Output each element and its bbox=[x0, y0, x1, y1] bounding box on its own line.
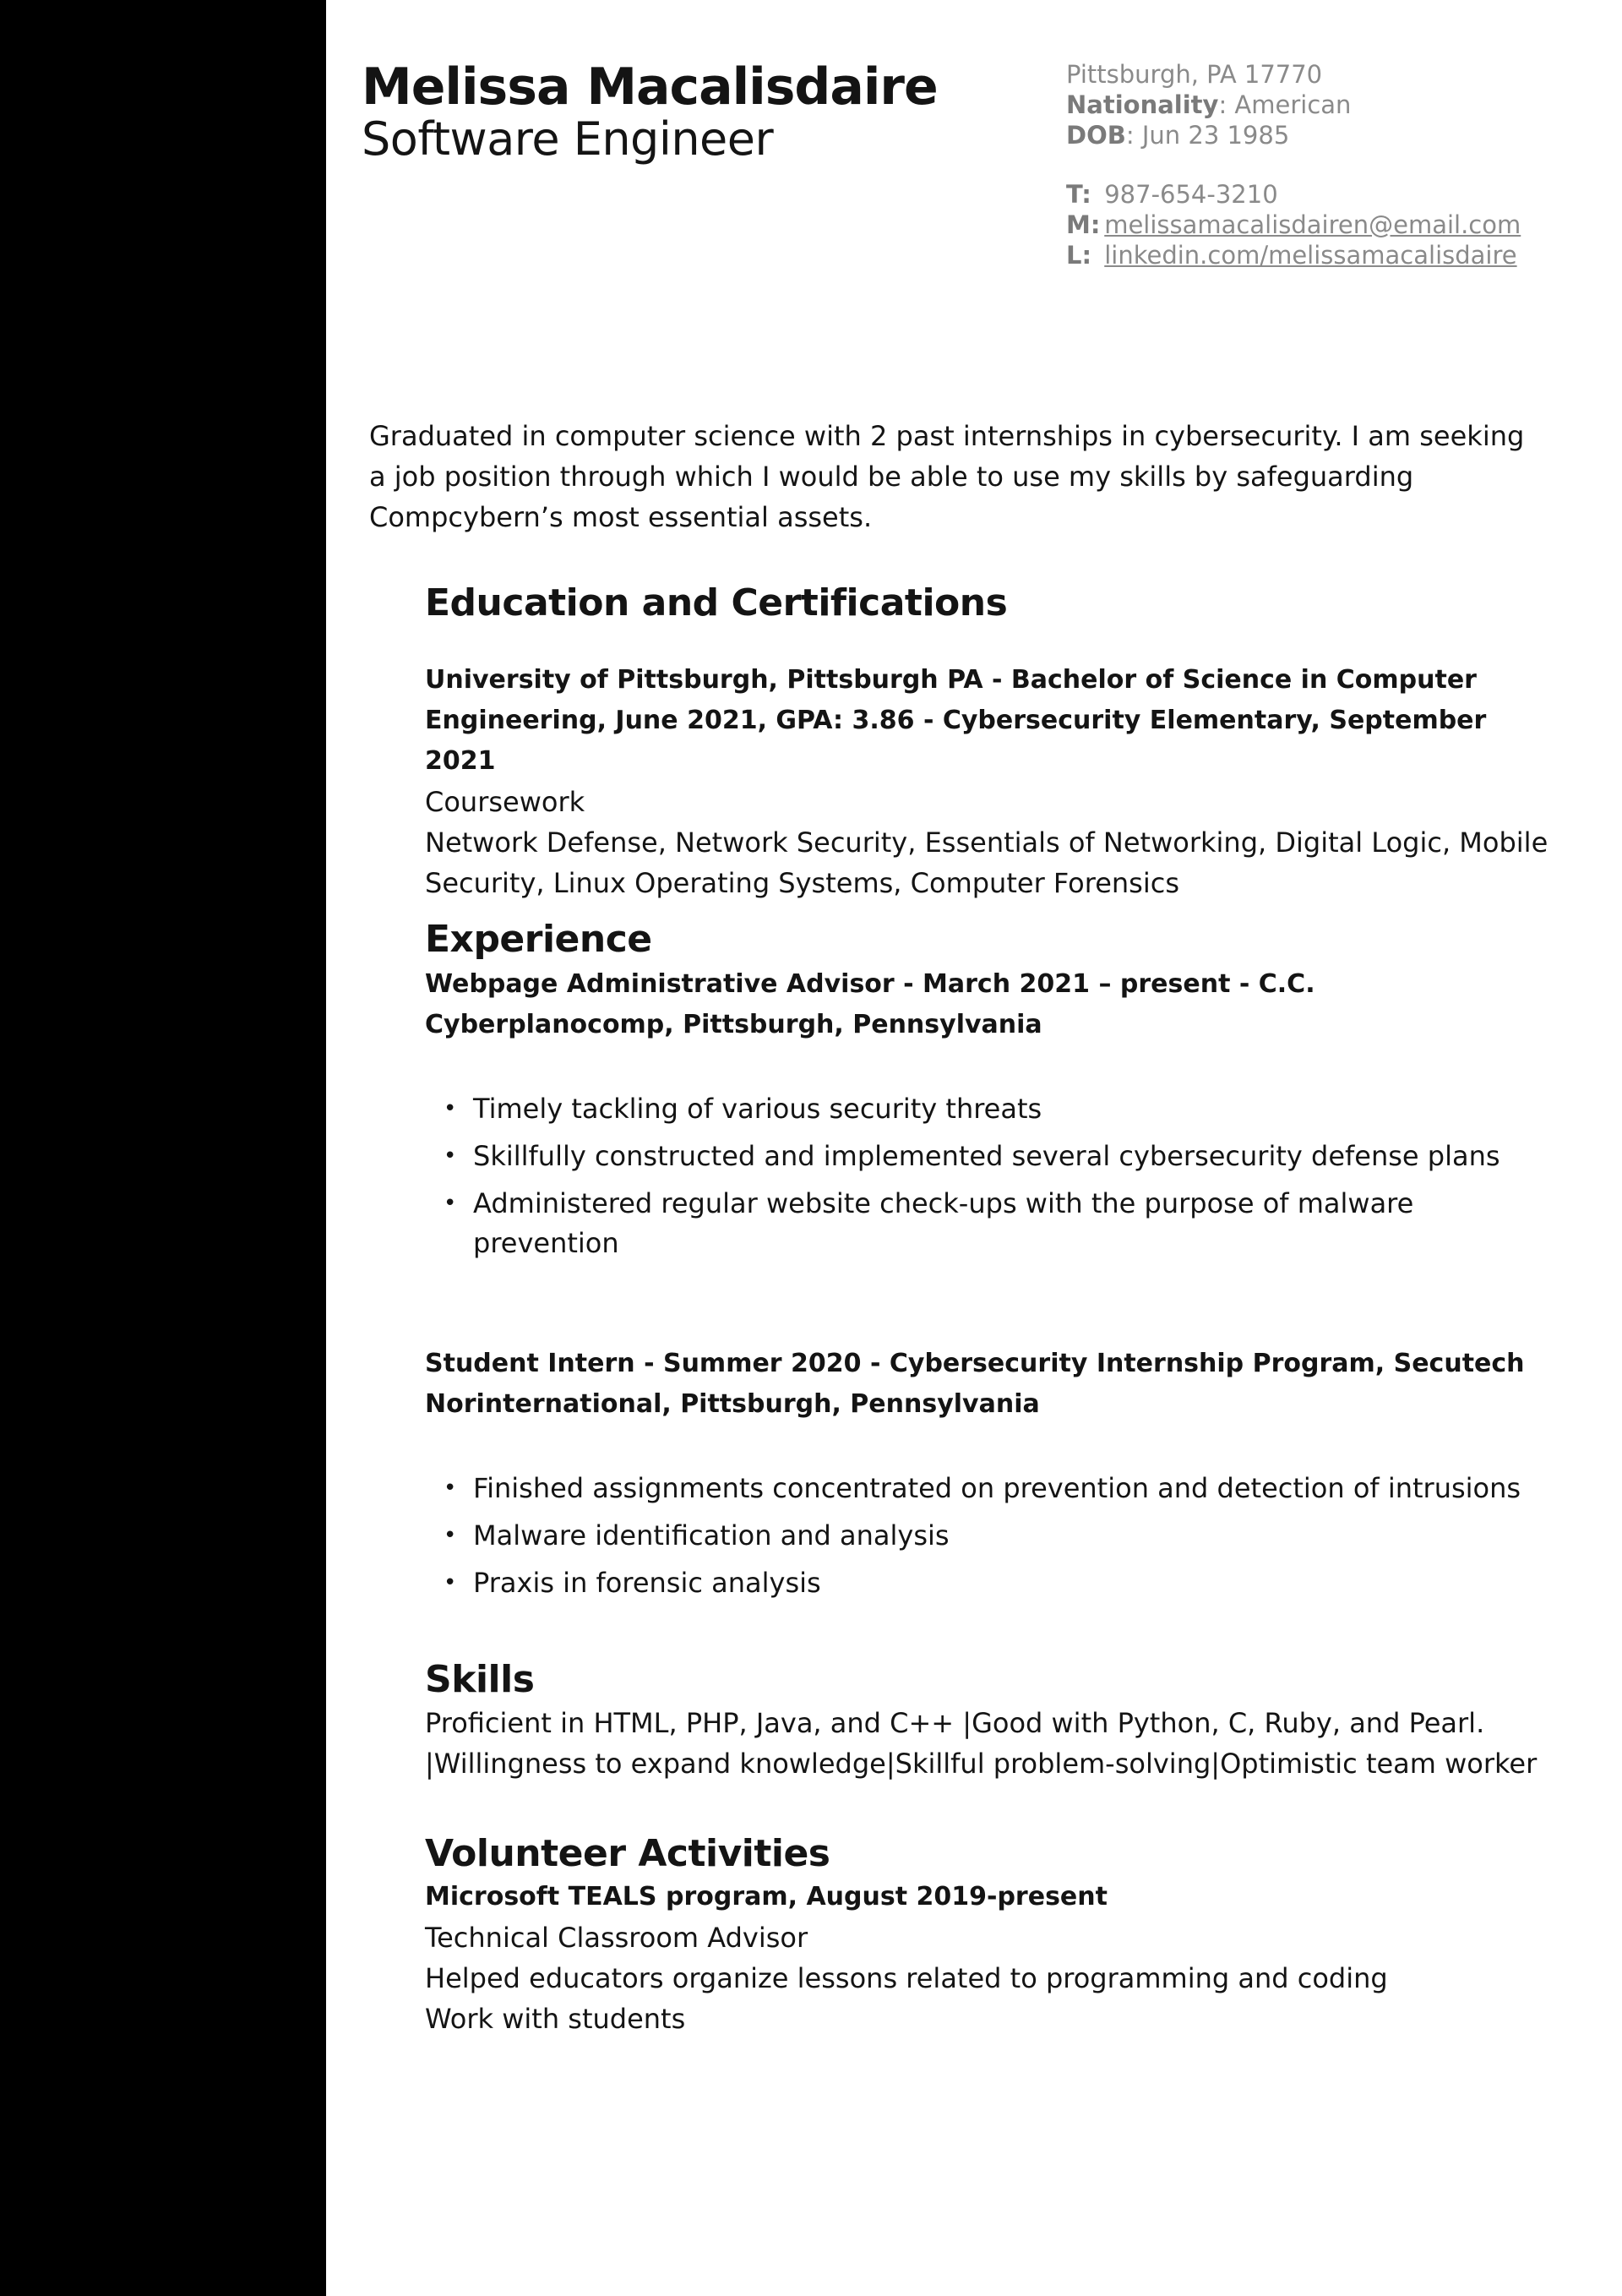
phone-value: 987-654-3210 bbox=[1104, 180, 1278, 209]
skills-heading: Skills bbox=[425, 1658, 535, 1701]
bullet-icon: • bbox=[444, 1569, 457, 1595]
list-item: • Praxis in forensic analysis bbox=[425, 1563, 1557, 1603]
job-2-bullets bbox=[425, 1469, 1557, 1603]
phone-label: T: bbox=[1066, 180, 1091, 209]
bullet-icon: • bbox=[444, 1522, 457, 1548]
volunteer-line-2: Work with students bbox=[425, 2002, 686, 2035]
education-entry: University of Pittsburgh, Pittsburgh PA - Bachelor of Science in Computer Engineering, June 2021, GPA: 3.86 - Cybersecurity Elementary, September 2021 bbox=[425, 664, 1487, 776]
email-row bbox=[1066, 210, 1521, 240]
skills-line-2: |Willingness to expand knowledge|Skillful problem-solving|Optimistic team worker bbox=[425, 1747, 1538, 1780]
summary-paragraph: Graduated in computer science with 2 past internships in cybersecurity. I am seeking a job position through which I would be able to use my skills by safeguarding Compcybern’s most essential assets. bbox=[369, 420, 1525, 533]
list-item: • Malware identification and analysis bbox=[425, 1516, 1557, 1556]
linkedin-label: L: bbox=[1066, 241, 1092, 270]
education-section bbox=[425, 581, 1557, 903]
list-item: • Skillfully constructed and implemented several cybersecurity defense plans bbox=[425, 1137, 1557, 1176]
location: Pittsburgh, PA 17770 bbox=[1066, 60, 1323, 89]
bullet-icon: • bbox=[444, 1095, 457, 1121]
dob-label: DOB bbox=[1066, 121, 1126, 150]
volunteer-heading: Volunteer Activities bbox=[425, 1832, 830, 1875]
dob-value: : Jun 23 1985 bbox=[1125, 121, 1290, 150]
job-title-2: Student Intern - Summer 2020 - Cybersecurity Internship Program, Secutech Norinternational, Pittsburgh, Pennsylvania bbox=[425, 1348, 1525, 1419]
linkedin-row bbox=[1066, 240, 1521, 270]
job-1-bullets bbox=[425, 1089, 1557, 1263]
job-title-1: Webpage Administrative Advisor - March 2021 – present - C.C. Cyberplanocomp, Pittsburgh, Pennsylvania bbox=[425, 968, 1315, 1039]
skills-section bbox=[425, 1658, 1557, 1784]
experience-section bbox=[425, 918, 1557, 1611]
candidate-name: Melissa Macalisdaire bbox=[362, 57, 938, 117]
email-link[interactable]: melissamacalisdairen@email.com bbox=[1104, 210, 1521, 239]
list-item: • Finished assignments concentrated on prevention and detection of intrusions bbox=[425, 1469, 1557, 1508]
skills-line-1: Proficient in HTML, PHP, Java, and C++ |Good with Python, C, Ruby, and Pearl. bbox=[425, 1706, 1485, 1739]
volunteer-role: Technical Classroom Advisor bbox=[425, 1921, 808, 1954]
coursework-label: Coursework bbox=[425, 785, 585, 818]
contact-block bbox=[1066, 59, 1521, 270]
email-label: M: bbox=[1066, 210, 1101, 239]
nationality-row bbox=[1066, 90, 1521, 120]
bullet-icon: • bbox=[444, 1190, 457, 1216]
education-heading: Education and Certifications bbox=[425, 581, 1008, 624]
volunteer-entry: Microsoft TEALS program, August 2019-present bbox=[425, 1881, 1108, 1912]
job-title: Software Engineer bbox=[362, 112, 774, 166]
list-item: • Timely tackling of various security threats bbox=[425, 1089, 1557, 1129]
experience-heading: Experience bbox=[425, 918, 652, 961]
contact-spacer bbox=[1066, 150, 1521, 179]
left-sidebar-bar bbox=[0, 0, 326, 2296]
volunteer-section bbox=[425, 1832, 1557, 2039]
linkedin-link[interactable]: linkedin.com/melissamacalisdaire bbox=[1104, 241, 1517, 270]
nationality-value: : American bbox=[1218, 90, 1352, 119]
bullet-icon: • bbox=[444, 1143, 457, 1169]
list-item: • Administered regular website check-ups with the purpose of malware prevention bbox=[425, 1184, 1557, 1263]
coursework-list: Network Defense, Network Security, Essentials of Networking, Digital Logic, Mobile Security, Linux Operating Systems, Computer Forensics bbox=[425, 826, 1549, 899]
volunteer-line-1: Helped educators organize lessons related to programming and coding bbox=[425, 1961, 1388, 1994]
bullet-icon: • bbox=[444, 1475, 457, 1501]
nationality-label: Nationality bbox=[1066, 90, 1219, 119]
phone-row bbox=[1066, 179, 1521, 210]
dob-row bbox=[1066, 120, 1521, 150]
